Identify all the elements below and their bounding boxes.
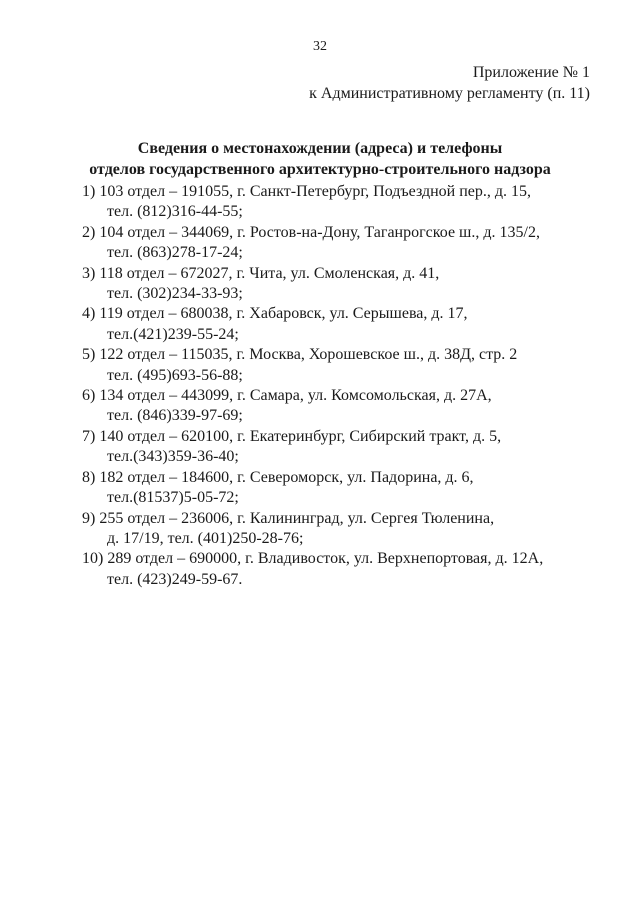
appendix-header xyxy=(309,62,590,104)
document-title-line-2: отделов государственного архитектурно-строительного надзора xyxy=(89,161,551,178)
page-number: 32 xyxy=(313,39,327,54)
list-item xyxy=(82,509,612,550)
list-item xyxy=(82,264,612,305)
list-item xyxy=(82,304,612,345)
list-item xyxy=(82,549,612,590)
department-phone: тел.(81537)5-05-72; xyxy=(107,489,239,507)
list-item xyxy=(82,345,612,386)
department-phone: тел. (302)234-33-93; xyxy=(107,285,243,303)
document-title xyxy=(0,138,640,180)
department-address: 8) 182 отдел – 184600, г. Североморск, ул. Падорина, д. 6, xyxy=(82,468,474,486)
department-phone: тел. (423)249-59-67. xyxy=(107,570,243,588)
document-title-line-1: Сведения о местонахождении (адреса) и телефоны xyxy=(137,140,503,157)
department-phone: д. 17/19, тел. (401)250-28-76; xyxy=(107,529,304,547)
departments-list xyxy=(82,182,612,590)
department-address: 10) 289 отдел – 690000, г. Владивосток, ул. Верхнепортовая, д. 12А, xyxy=(82,550,544,568)
list-item xyxy=(82,386,612,427)
department-address: 9) 255 отдел – 236006, г. Калининград, ул. Сергея Тюленина, xyxy=(82,509,495,527)
list-item xyxy=(82,182,612,223)
department-address: 3) 118 отдел – 672027, г. Чита, ул. Смоленская, д. 41, xyxy=(82,264,440,282)
department-address: 4) 119 отдел – 680038, г. Хабаровск, ул. Серышева, д. 17, xyxy=(82,305,468,323)
list-item xyxy=(82,427,612,468)
department-address: 2) 104 отдел – 344069, г. Ростов-на-Дону, Таганрогское ш., д. 135/2, xyxy=(82,223,540,241)
department-phone: тел. (863)278-17-24; xyxy=(107,244,243,262)
list-item xyxy=(82,223,612,264)
department-address: 1) 103 отдел – 191055, г. Санкт-Петербург, Подъездной пер., д. 15, xyxy=(82,183,532,200)
department-address: 5) 122 отдел – 115035, г. Москва, Хорошевское ш., д. 38Д, стр. 2 xyxy=(82,346,518,364)
department-phone: тел. (495)693-56-88; xyxy=(107,366,243,384)
appendix-reference: к Административному регламенту (п. 11) xyxy=(309,85,590,102)
department-phone: тел. (846)339-97-69; xyxy=(107,407,243,425)
department-phone: тел.(343)359-36-40; xyxy=(107,448,239,466)
department-phone: тел. (812)316-44-55; xyxy=(107,203,243,221)
appendix-title: Приложение № 1 xyxy=(472,64,590,81)
list-item xyxy=(82,468,612,509)
department-address: 6) 134 отдел – 443099, г. Самара, ул. Комсомольская, д. 27А, xyxy=(82,387,492,405)
department-address: 7) 140 отдел – 620100, г. Екатеринбург, Сибирский тракт, д. 5, xyxy=(82,427,502,445)
department-phone: тел.(421)239-55-24; xyxy=(107,325,239,343)
